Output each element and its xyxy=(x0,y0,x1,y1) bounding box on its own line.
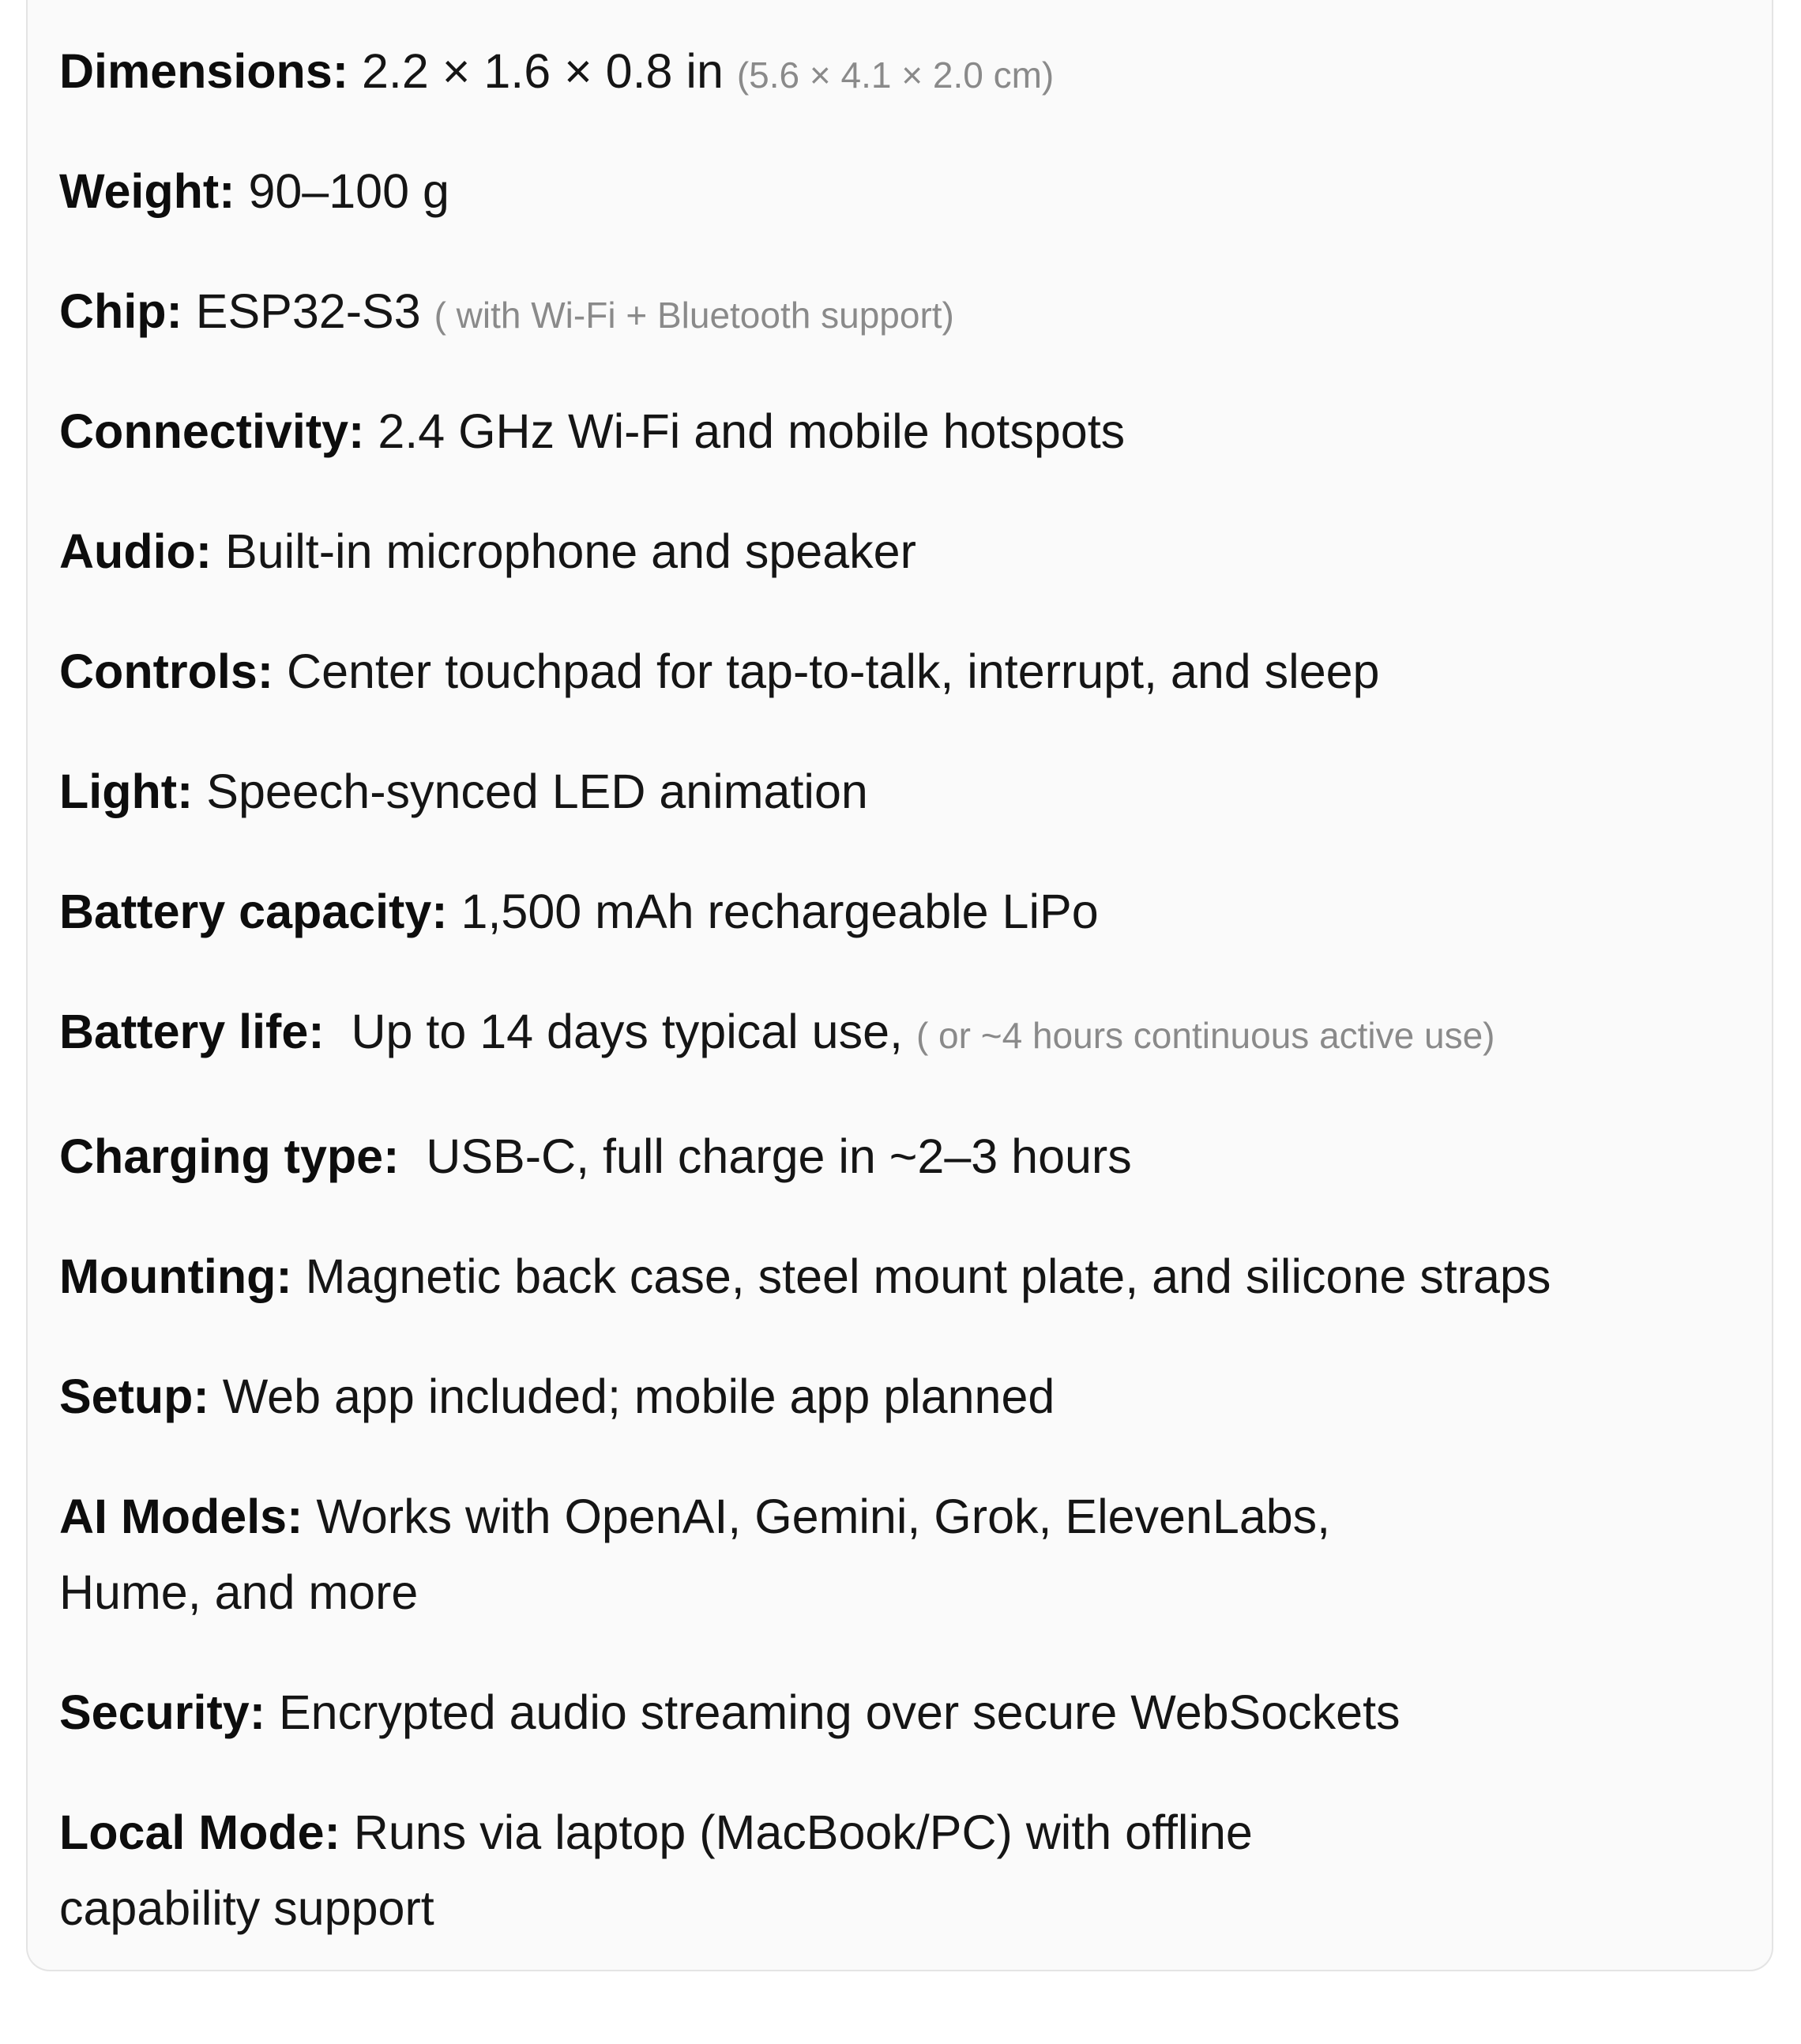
spec-label: Local Mode: xyxy=(59,1805,340,1859)
spec-label: Mounting: xyxy=(59,1249,292,1303)
spec-row-connectivity xyxy=(59,393,1758,469)
spec-note: ( or ~4 hours continuous active use) xyxy=(916,1015,1495,1056)
spec-label: Controls: xyxy=(59,644,274,698)
spec-value: Built-in microphone and speaker xyxy=(212,524,916,578)
spec-value: Up to 14 days typical use, xyxy=(324,1005,916,1058)
spec-row-setup xyxy=(59,1358,1758,1434)
spec-value-continued: Hume, and more xyxy=(59,1565,419,1619)
spec-note: (5.6 × 4.1 × 2.0 cm) xyxy=(736,54,1055,96)
spec-row-mounting xyxy=(59,1238,1758,1314)
spec-label: Light: xyxy=(59,765,194,818)
spec-value: Runs via laptop (MacBook/PC) with offline xyxy=(340,1805,1253,1859)
spec-card xyxy=(26,0,1773,1971)
spec-label: Connectivity: xyxy=(59,404,365,458)
spec-row-light xyxy=(59,753,1758,829)
spec-row-local-mode xyxy=(59,1794,1758,1946)
spec-label: Setup: xyxy=(59,1370,209,1423)
spec-value: Center touchpad for tap-to-talk, interrupt, and sleep xyxy=(273,644,1380,698)
spec-label: Chip: xyxy=(59,284,182,338)
spec-label: Dimensions: xyxy=(59,44,349,98)
spec-label: Weight: xyxy=(59,164,235,218)
spec-row-battery-life xyxy=(59,994,1758,1073)
spec-value: 90–100 g xyxy=(235,164,449,218)
spec-value-continued: capability support xyxy=(59,1881,434,1935)
spec-value: Speech-synced LED animation xyxy=(193,765,868,818)
spec-label: Charging type: xyxy=(59,1129,400,1183)
spec-row-security xyxy=(59,1674,1758,1750)
spec-label: Battery life: xyxy=(59,1005,325,1058)
spec-label: Audio: xyxy=(59,524,212,578)
spec-row-dimensions xyxy=(59,33,1758,113)
spec-row-weight xyxy=(59,153,1758,229)
spec-note: ( with Wi-Fi + Bluetooth support) xyxy=(434,295,954,336)
spec-row-battery-capacity xyxy=(59,874,1758,949)
spec-row-controls xyxy=(59,633,1758,709)
spec-value: 2.2 × 1.6 × 0.8 in xyxy=(348,44,737,98)
spec-label: AI Models: xyxy=(59,1490,303,1543)
spec-row-audio xyxy=(59,513,1758,589)
spec-value: Web app included; mobile app planned xyxy=(209,1370,1055,1423)
spec-row-chip xyxy=(59,273,1758,353)
spec-value: 1,500 mAh rechargeable LiPo xyxy=(447,885,1099,938)
spec-value: Magnetic back case, steel mount plate, and silicone straps xyxy=(291,1249,1551,1303)
spec-label: Battery capacity: xyxy=(59,885,448,938)
spec-label: Security: xyxy=(59,1685,266,1739)
spec-value: Works with OpenAI, Gemini, Grok, ElevenLabs, xyxy=(303,1490,1331,1543)
spec-value: USB-C, full charge in ~2–3 hours xyxy=(399,1129,1132,1183)
spec-row-ai-models xyxy=(59,1479,1758,1630)
spec-value: 2.4 GHz Wi-Fi and mobile hotspots xyxy=(364,404,1126,458)
spec-value: Encrypted audio streaming over secure WebSockets xyxy=(265,1685,1401,1739)
spec-row-charging-type xyxy=(59,1118,1758,1194)
spec-value: ESP32-S3 xyxy=(182,284,434,338)
